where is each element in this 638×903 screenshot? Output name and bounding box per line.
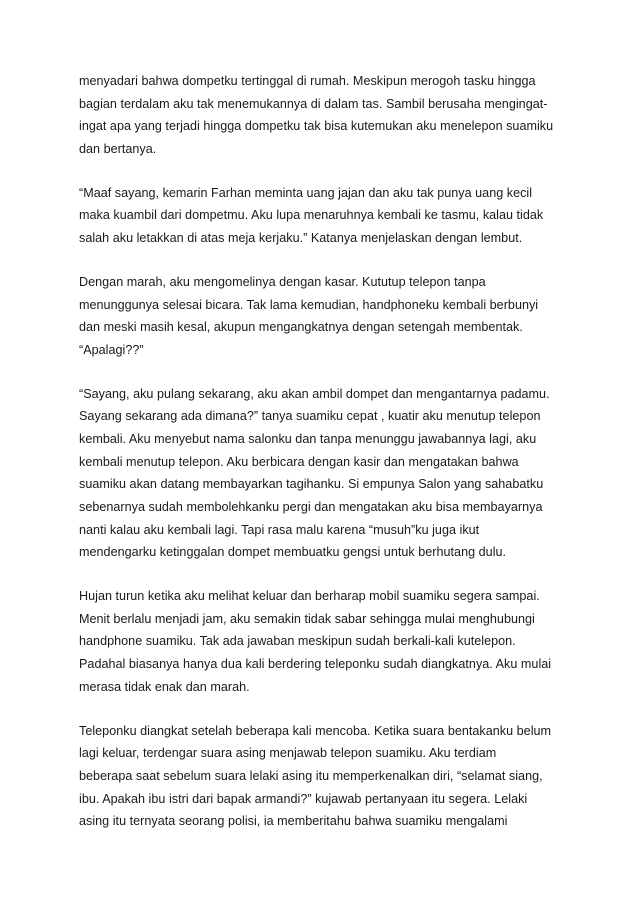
text-line: bagian terdalam aku tak menemukannya di dalam tas. Sambil berusaha mengingat- xyxy=(79,96,548,111)
text-line: dan bertanya. xyxy=(79,142,157,157)
text-line: kembali. Aku menyebut nama salonku dan tanpa menunggu jawabannya lagi, aku xyxy=(79,431,537,446)
text-line: sebenarnya sudah membolehkanku pergi dan mengatakan aku bisa membayarnya xyxy=(79,500,543,514)
text-line: Dengan marah, aku mengomelinya dengan kasar. Kututup telepon tanpa xyxy=(79,274,486,289)
text-line: Padahal biasanya hanya dua kali berdering teleponku sudah diangkatnya. Aku mulai xyxy=(79,657,552,672)
text-line: maka kuambil dari dompetmu. Aku lupa menaruhnya kembali ke tasmu, kalau tidak xyxy=(79,208,544,223)
paragraph xyxy=(79,182,579,250)
text-line: menyadari bahwa dompetku tertinggal di rumah. Meskipun merogoh tasku hingga xyxy=(79,74,536,88)
text-line: salah aku letakkan di atas meja kerjaku.” Katanya menjelaskan dengan lembut. xyxy=(79,231,523,246)
text-line: beberapa saat sebelum suara lelaki asing itu memperkenalkan diri, “selamat siang, xyxy=(79,768,543,783)
text-line: dan meski masih kesal, akupun mengangkatnya dengan setengah membentak. xyxy=(79,320,523,335)
text-line: kembali menutup telepon. Aku berbicara dengan kasir dan mengatakan bahwa xyxy=(79,454,519,469)
text-line: menunggunya selesai bicara. Tak lama kemudian, handphoneku kembali berbunyi xyxy=(79,297,539,312)
text-line: ibu. Apakah ibu istri dari bapak armandi?” kujawab pertanyaan itu segera. Lelaki xyxy=(79,791,528,806)
paragraph xyxy=(79,70,579,161)
text-line: “Sayang, aku pulang sekarang, aku akan ambil dompet dan mengantarnya padamu. xyxy=(79,386,550,401)
paragraph xyxy=(79,271,579,362)
text-line: “Maaf sayang, kemarin Farhan meminta uang jajan dan aku tak punya uang kecil xyxy=(79,185,533,200)
text-line: ingat apa yang terjadi hingga dompetku tak bisa kutemukan aku menelepon suamiku xyxy=(79,119,554,134)
text-line: nanti kalau aku kembali lagi. Tapi rasa malu karena “musuh”ku juga ikut xyxy=(79,522,480,537)
text-line: merasa tidak enak dan marah. xyxy=(79,679,250,694)
text-line: asing itu ternyata seorang polisi, ia memberitahu bahwa suamiku mengalami xyxy=(79,814,508,829)
text-line: Teleponku diangkat setelah beberapa kali mencoba. Ketika suara bentakanku belum xyxy=(79,723,552,738)
text-line: “Apalagi??” xyxy=(79,342,144,357)
text-line: Sayang sekarang ada dimana?” tanya suamiku cepat , kuatir aku menutup telepon xyxy=(79,409,541,424)
paragraph xyxy=(79,585,579,698)
text-line: handphone suamiku. Tak ada jawaban meskipun sudah berkali-kali kutelepon. xyxy=(79,634,516,649)
text-line: mendengarku ketinggalan dompet membuatku gengsi untuk berhutang dulu. xyxy=(79,545,507,560)
text-line: Hujan turun ketika aku melihat keluar dan berharap mobil suamiku segera sampai. xyxy=(79,589,540,604)
text-line: suamiku akan datang membayarkan tagihanku. Si empunya Salon yang sahabatku xyxy=(79,477,544,492)
text-line: Menit berlalu menjadi jam, aku semakin tidak sabar sehingga mulai menghubungi xyxy=(79,611,535,626)
paragraph xyxy=(79,720,579,833)
text-line: lagi keluar, terdengar suara asing menjawab telepon suamiku. Aku terdiam xyxy=(79,746,497,761)
document-page xyxy=(79,70,579,854)
paragraph xyxy=(79,383,579,565)
